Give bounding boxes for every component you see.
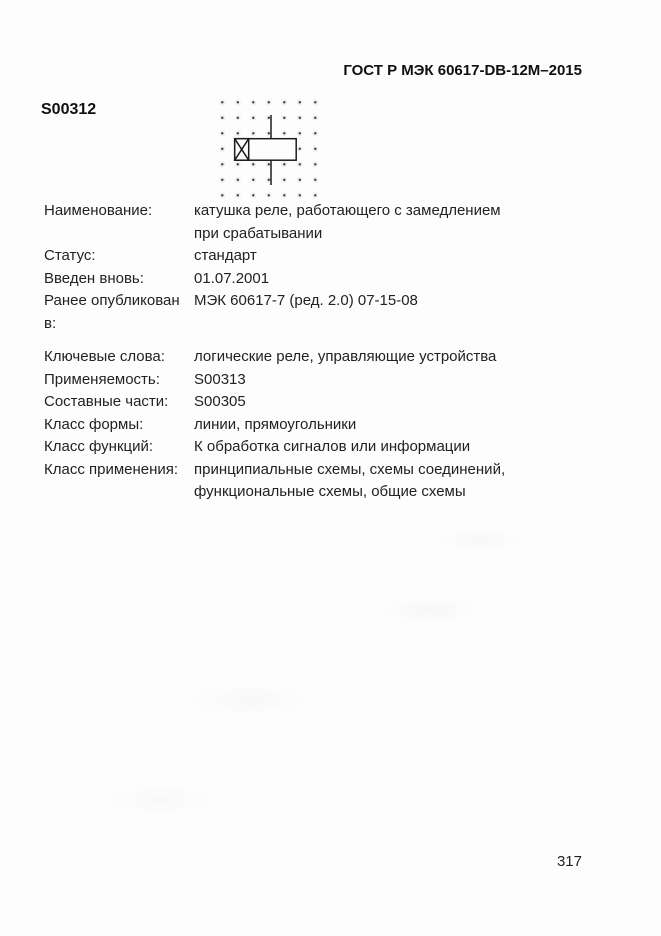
table-row [44, 391, 584, 414]
table-row [44, 459, 584, 504]
table-row [44, 245, 584, 268]
symbol-id: S00312 [41, 101, 97, 118]
field-table [44, 200, 584, 504]
field-label: Класс формы: [44, 415, 144, 433]
field-value: катушка реле, работающего с замедлением при срабатывании [194, 202, 501, 242]
field-value: линии, прямоугольники [194, 415, 357, 433]
field-label: Класс применения: [44, 460, 179, 478]
field-value: стандарт [194, 247, 257, 264]
field-value: МЭК 60617-7 (ред. 2.0) 07-15-08 [194, 292, 418, 309]
page-number: 317 [556, 853, 582, 870]
relay-coil-delayed-operation-symbol [219, 99, 319, 199]
field-label: Наименование: [44, 202, 153, 219]
table-row [44, 436, 584, 459]
symbol-drawing [219, 99, 319, 199]
field-label: Класс функций: [44, 438, 154, 455]
field-value: S00313 [194, 370, 246, 388]
table-row [44, 268, 584, 291]
table-row [44, 290, 584, 335]
field-label: Применяемость: [44, 370, 160, 388]
field-value: 01.07.2001 [194, 269, 270, 287]
table-row [44, 200, 584, 245]
field-value: S00305 [194, 393, 246, 410]
field-label: Введен вновь: [44, 269, 144, 287]
field-value: логические реле, управляющие устройства [194, 348, 497, 365]
field-value: К обработка сигналов или информации [194, 438, 471, 455]
field-label: Ключевые слова: [44, 348, 165, 365]
table-row [44, 346, 584, 369]
table-row [44, 414, 584, 437]
field-label: Составные части: [44, 393, 169, 410]
field-label: Статус: [44, 247, 96, 264]
field-label: Ранее опубликован в: [44, 292, 180, 332]
table-row [44, 369, 584, 392]
field-value: принципиальные схемы, схемы соединений, функциональные схемы, общие схемы [194, 460, 506, 500]
document-standard-title: ГОСТ Р МЭК 60617-DB-12M–2015 [343, 62, 582, 79]
